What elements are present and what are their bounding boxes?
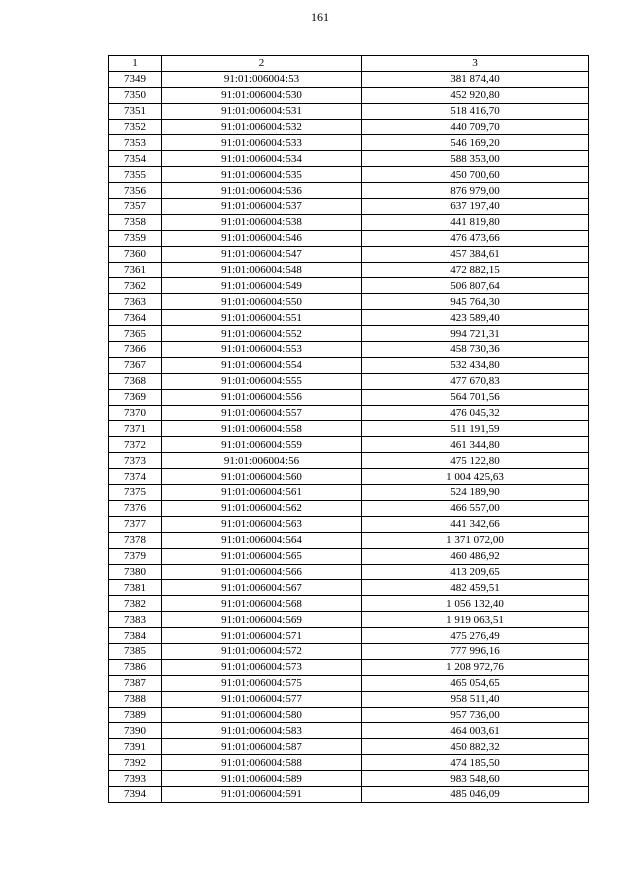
- cadastral-value-table: [108, 55, 589, 803]
- row-number-cell: 7379: [109, 548, 162, 564]
- table-row: [109, 262, 589, 278]
- cadastral-id-cell: 91:01:006004:575: [162, 675, 362, 691]
- value-cell: 546 169,20: [362, 135, 589, 151]
- value-cell: 588 353,00: [362, 151, 589, 167]
- value-cell: 472 882,15: [362, 262, 589, 278]
- column-header-cadastral-id: 2: [162, 56, 362, 72]
- table-row: [109, 628, 589, 644]
- value-cell: 945 764,30: [362, 294, 589, 310]
- value-cell: 465 054,65: [362, 675, 589, 691]
- table-row: [109, 580, 589, 596]
- cadastral-id-cell: 91:01:006004:536: [162, 183, 362, 199]
- table-row: [109, 469, 589, 485]
- value-cell: 983 548,60: [362, 771, 589, 787]
- cadastral-id-cell: 91:01:006004:591: [162, 786, 362, 802]
- cadastral-id-cell: 91:01:006004:560: [162, 469, 362, 485]
- row-number-cell: 7394: [109, 786, 162, 802]
- value-cell: 413 209,65: [362, 564, 589, 580]
- table-row: [109, 723, 589, 739]
- table-row: [109, 103, 589, 119]
- cadastral-id-cell: 91:01:006004:573: [162, 659, 362, 675]
- value-cell: 994 721,31: [362, 326, 589, 342]
- row-number-cell: 7355: [109, 167, 162, 183]
- value-cell: 482 459,51: [362, 580, 589, 596]
- value-cell: 476 045,32: [362, 405, 589, 421]
- cadastral-id-cell: 91:01:006004:557: [162, 405, 362, 421]
- cadastral-id-cell: 91:01:006004:549: [162, 278, 362, 294]
- row-number-cell: 7365: [109, 326, 162, 342]
- row-number-cell: 7360: [109, 246, 162, 262]
- cadastral-id-cell: 91:01:006004:548: [162, 262, 362, 278]
- cadastral-id-cell: 91:01:006004:532: [162, 119, 362, 135]
- row-number-cell: 7382: [109, 596, 162, 612]
- table-row: [109, 183, 589, 199]
- table-row: [109, 357, 589, 373]
- table-row: [109, 564, 589, 580]
- value-cell: 460 486,92: [362, 548, 589, 564]
- cadastral-id-cell: 91:01:006004:561: [162, 485, 362, 501]
- row-number-cell: 7390: [109, 723, 162, 739]
- table-row: [109, 214, 589, 230]
- row-number-cell: 7380: [109, 564, 162, 580]
- table-row: [109, 151, 589, 167]
- value-cell: 457 384,61: [362, 246, 589, 262]
- table-row: [109, 294, 589, 310]
- table-row: [109, 453, 589, 469]
- cadastral-id-cell: 91:01:006004:565: [162, 548, 362, 564]
- table-row: [109, 516, 589, 532]
- value-cell: 564 701,56: [362, 389, 589, 405]
- value-cell: 461 344,80: [362, 437, 589, 453]
- value-cell: 524 189,90: [362, 485, 589, 501]
- table-row: [109, 167, 589, 183]
- row-number-cell: 7357: [109, 199, 162, 215]
- cadastral-id-cell: 91:01:006004:558: [162, 421, 362, 437]
- row-number-cell: 7383: [109, 612, 162, 628]
- table-row: [109, 739, 589, 755]
- row-number-cell: 7352: [109, 119, 162, 135]
- row-number-cell: 7367: [109, 357, 162, 373]
- row-number-cell: 7351: [109, 103, 162, 119]
- value-cell: 532 434,80: [362, 357, 589, 373]
- table-row: [109, 230, 589, 246]
- row-number-cell: 7381: [109, 580, 162, 596]
- value-cell: 485 046,09: [362, 786, 589, 802]
- row-number-cell: 7376: [109, 500, 162, 516]
- row-number-cell: 7370: [109, 405, 162, 421]
- row-number-cell: 7369: [109, 389, 162, 405]
- value-cell: 450 882,32: [362, 739, 589, 755]
- value-cell: 477 670,83: [362, 373, 589, 389]
- cadastral-id-cell: 91:01:006004:537: [162, 199, 362, 215]
- cadastral-id-cell: 91:01:006004:538: [162, 214, 362, 230]
- value-cell: 475 276,49: [362, 628, 589, 644]
- row-number-cell: 7373: [109, 453, 162, 469]
- cadastral-id-cell: 91:01:006004:564: [162, 532, 362, 548]
- value-cell: 450 700,60: [362, 167, 589, 183]
- value-cell: 1 004 425,63: [362, 469, 589, 485]
- row-number-cell: 7388: [109, 691, 162, 707]
- cadastral-id-cell: 91:01:006004:569: [162, 612, 362, 628]
- value-cell: 876 979,00: [362, 183, 589, 199]
- row-number-cell: 7366: [109, 342, 162, 358]
- row-number-cell: 7372: [109, 437, 162, 453]
- row-number-cell: 7393: [109, 771, 162, 787]
- cadastral-id-cell: 91:01:006004:566: [162, 564, 362, 580]
- value-cell: 476 473,66: [362, 230, 589, 246]
- cadastral-id-cell: 91:01:006004:531: [162, 103, 362, 119]
- cadastral-id-cell: 91:01:006004:530: [162, 87, 362, 103]
- column-header-value: 3: [362, 56, 589, 72]
- row-number-cell: 7364: [109, 310, 162, 326]
- value-cell: 637 197,40: [362, 199, 589, 215]
- table-row: [109, 485, 589, 501]
- value-cell: 1 208 972,76: [362, 659, 589, 675]
- cadastral-id-cell: 91:01:006004:56: [162, 453, 362, 469]
- cadastral-id-cell: 91:01:006004:554: [162, 357, 362, 373]
- row-number-cell: 7385: [109, 643, 162, 659]
- table-row: [109, 326, 589, 342]
- row-number-cell: 7349: [109, 71, 162, 87]
- table-row: [109, 278, 589, 294]
- table-row: [109, 786, 589, 802]
- cadastral-id-cell: 91:01:006004:563: [162, 516, 362, 532]
- row-number-cell: 7377: [109, 516, 162, 532]
- table-row: [109, 612, 589, 628]
- table-row: [109, 755, 589, 771]
- table-row: [109, 771, 589, 787]
- page-number: 161: [311, 10, 329, 24]
- table-row: [109, 373, 589, 389]
- value-cell: 511 191,59: [362, 421, 589, 437]
- cadastral-id-cell: 91:01:006004:587: [162, 739, 362, 755]
- value-cell: 506 807,64: [362, 278, 589, 294]
- value-cell: 464 003,61: [362, 723, 589, 739]
- table-header-row: [109, 56, 589, 72]
- table-row: [109, 71, 589, 87]
- row-number-cell: 7363: [109, 294, 162, 310]
- cadastral-id-cell: 91:01:006004:588: [162, 755, 362, 771]
- cadastral-id-cell: 91:01:006004:53: [162, 71, 362, 87]
- cadastral-id-cell: 91:01:006004:546: [162, 230, 362, 246]
- table-row: [109, 691, 589, 707]
- value-cell: 957 736,00: [362, 707, 589, 723]
- value-cell: 423 589,40: [362, 310, 589, 326]
- value-cell: 452 920,80: [362, 87, 589, 103]
- value-cell: 466 557,00: [362, 500, 589, 516]
- table-row: [109, 675, 589, 691]
- value-cell: 474 185,50: [362, 755, 589, 771]
- cadastral-id-cell: 91:01:006004:550: [162, 294, 362, 310]
- value-cell: 458 730,36: [362, 342, 589, 358]
- value-cell: 958 511,40: [362, 691, 589, 707]
- cadastral-id-cell: 91:01:006004:571: [162, 628, 362, 644]
- cadastral-id-cell: 91:01:006004:547: [162, 246, 362, 262]
- cadastral-id-cell: 91:01:006004:583: [162, 723, 362, 739]
- row-number-cell: 7354: [109, 151, 162, 167]
- cadastral-id-cell: 91:01:006004:562: [162, 500, 362, 516]
- table-row: [109, 119, 589, 135]
- table-row: [109, 421, 589, 437]
- table-row: [109, 659, 589, 675]
- cadastral-id-cell: 91:01:006004:551: [162, 310, 362, 326]
- row-number-cell: 7392: [109, 755, 162, 771]
- row-number-cell: 7371: [109, 421, 162, 437]
- row-number-cell: 7384: [109, 628, 162, 644]
- row-number-cell: 7356: [109, 183, 162, 199]
- row-number-cell: 7362: [109, 278, 162, 294]
- value-cell: 441 342,66: [362, 516, 589, 532]
- row-number-cell: 7353: [109, 135, 162, 151]
- column-header-number: 1: [109, 56, 162, 72]
- cadastral-id-cell: 91:01:006004:580: [162, 707, 362, 723]
- row-number-cell: 7378: [109, 532, 162, 548]
- table-row: [109, 246, 589, 262]
- table-row: [109, 87, 589, 103]
- table-row: [109, 405, 589, 421]
- row-number-cell: 7358: [109, 214, 162, 230]
- value-cell: 518 416,70: [362, 103, 589, 119]
- table-row: [109, 532, 589, 548]
- cadastral-id-cell: 91:01:006004:559: [162, 437, 362, 453]
- value-cell: 777 996,16: [362, 643, 589, 659]
- cadastral-id-cell: 91:01:006004:556: [162, 389, 362, 405]
- row-number-cell: 7368: [109, 373, 162, 389]
- cadastral-id-cell: 91:01:006004:533: [162, 135, 362, 151]
- cadastral-id-cell: 91:01:006004:552: [162, 326, 362, 342]
- value-cell: 381 874,40: [362, 71, 589, 87]
- table-row: [109, 500, 589, 516]
- table-row: [109, 135, 589, 151]
- value-cell: 1 371 072,00: [362, 532, 589, 548]
- cadastral-id-cell: 91:01:006004:572: [162, 643, 362, 659]
- table-row: [109, 437, 589, 453]
- table-row: [109, 199, 589, 215]
- row-number-cell: 7387: [109, 675, 162, 691]
- row-number-cell: 7359: [109, 230, 162, 246]
- value-cell: 1 056 132,40: [362, 596, 589, 612]
- table-row: [109, 310, 589, 326]
- table-row: [109, 643, 589, 659]
- table-row: [109, 596, 589, 612]
- row-number-cell: 7374: [109, 469, 162, 485]
- value-cell: 441 819,80: [362, 214, 589, 230]
- cadastral-id-cell: 91:01:006004:568: [162, 596, 362, 612]
- table-body: [109, 71, 589, 802]
- cadastral-id-cell: 91:01:006004:535: [162, 167, 362, 183]
- cadastral-id-cell: 91:01:006004:577: [162, 691, 362, 707]
- cadastral-id-cell: 91:01:006004:589: [162, 771, 362, 787]
- table-row: [109, 342, 589, 358]
- cadastral-id-cell: 91:01:006004:567: [162, 580, 362, 596]
- cadastral-id-cell: 91:01:006004:555: [162, 373, 362, 389]
- table-row: [109, 707, 589, 723]
- row-number-cell: 7361: [109, 262, 162, 278]
- value-cell: 475 122,80: [362, 453, 589, 469]
- value-cell: 440 709,70: [362, 119, 589, 135]
- value-cell: 1 919 063,51: [362, 612, 589, 628]
- row-number-cell: 7391: [109, 739, 162, 755]
- table-row: [109, 389, 589, 405]
- row-number-cell: 7375: [109, 485, 162, 501]
- cadastral-id-cell: 91:01:006004:534: [162, 151, 362, 167]
- row-number-cell: 7389: [109, 707, 162, 723]
- table-row: [109, 548, 589, 564]
- row-number-cell: 7386: [109, 659, 162, 675]
- cadastral-id-cell: 91:01:006004:553: [162, 342, 362, 358]
- row-number-cell: 7350: [109, 87, 162, 103]
